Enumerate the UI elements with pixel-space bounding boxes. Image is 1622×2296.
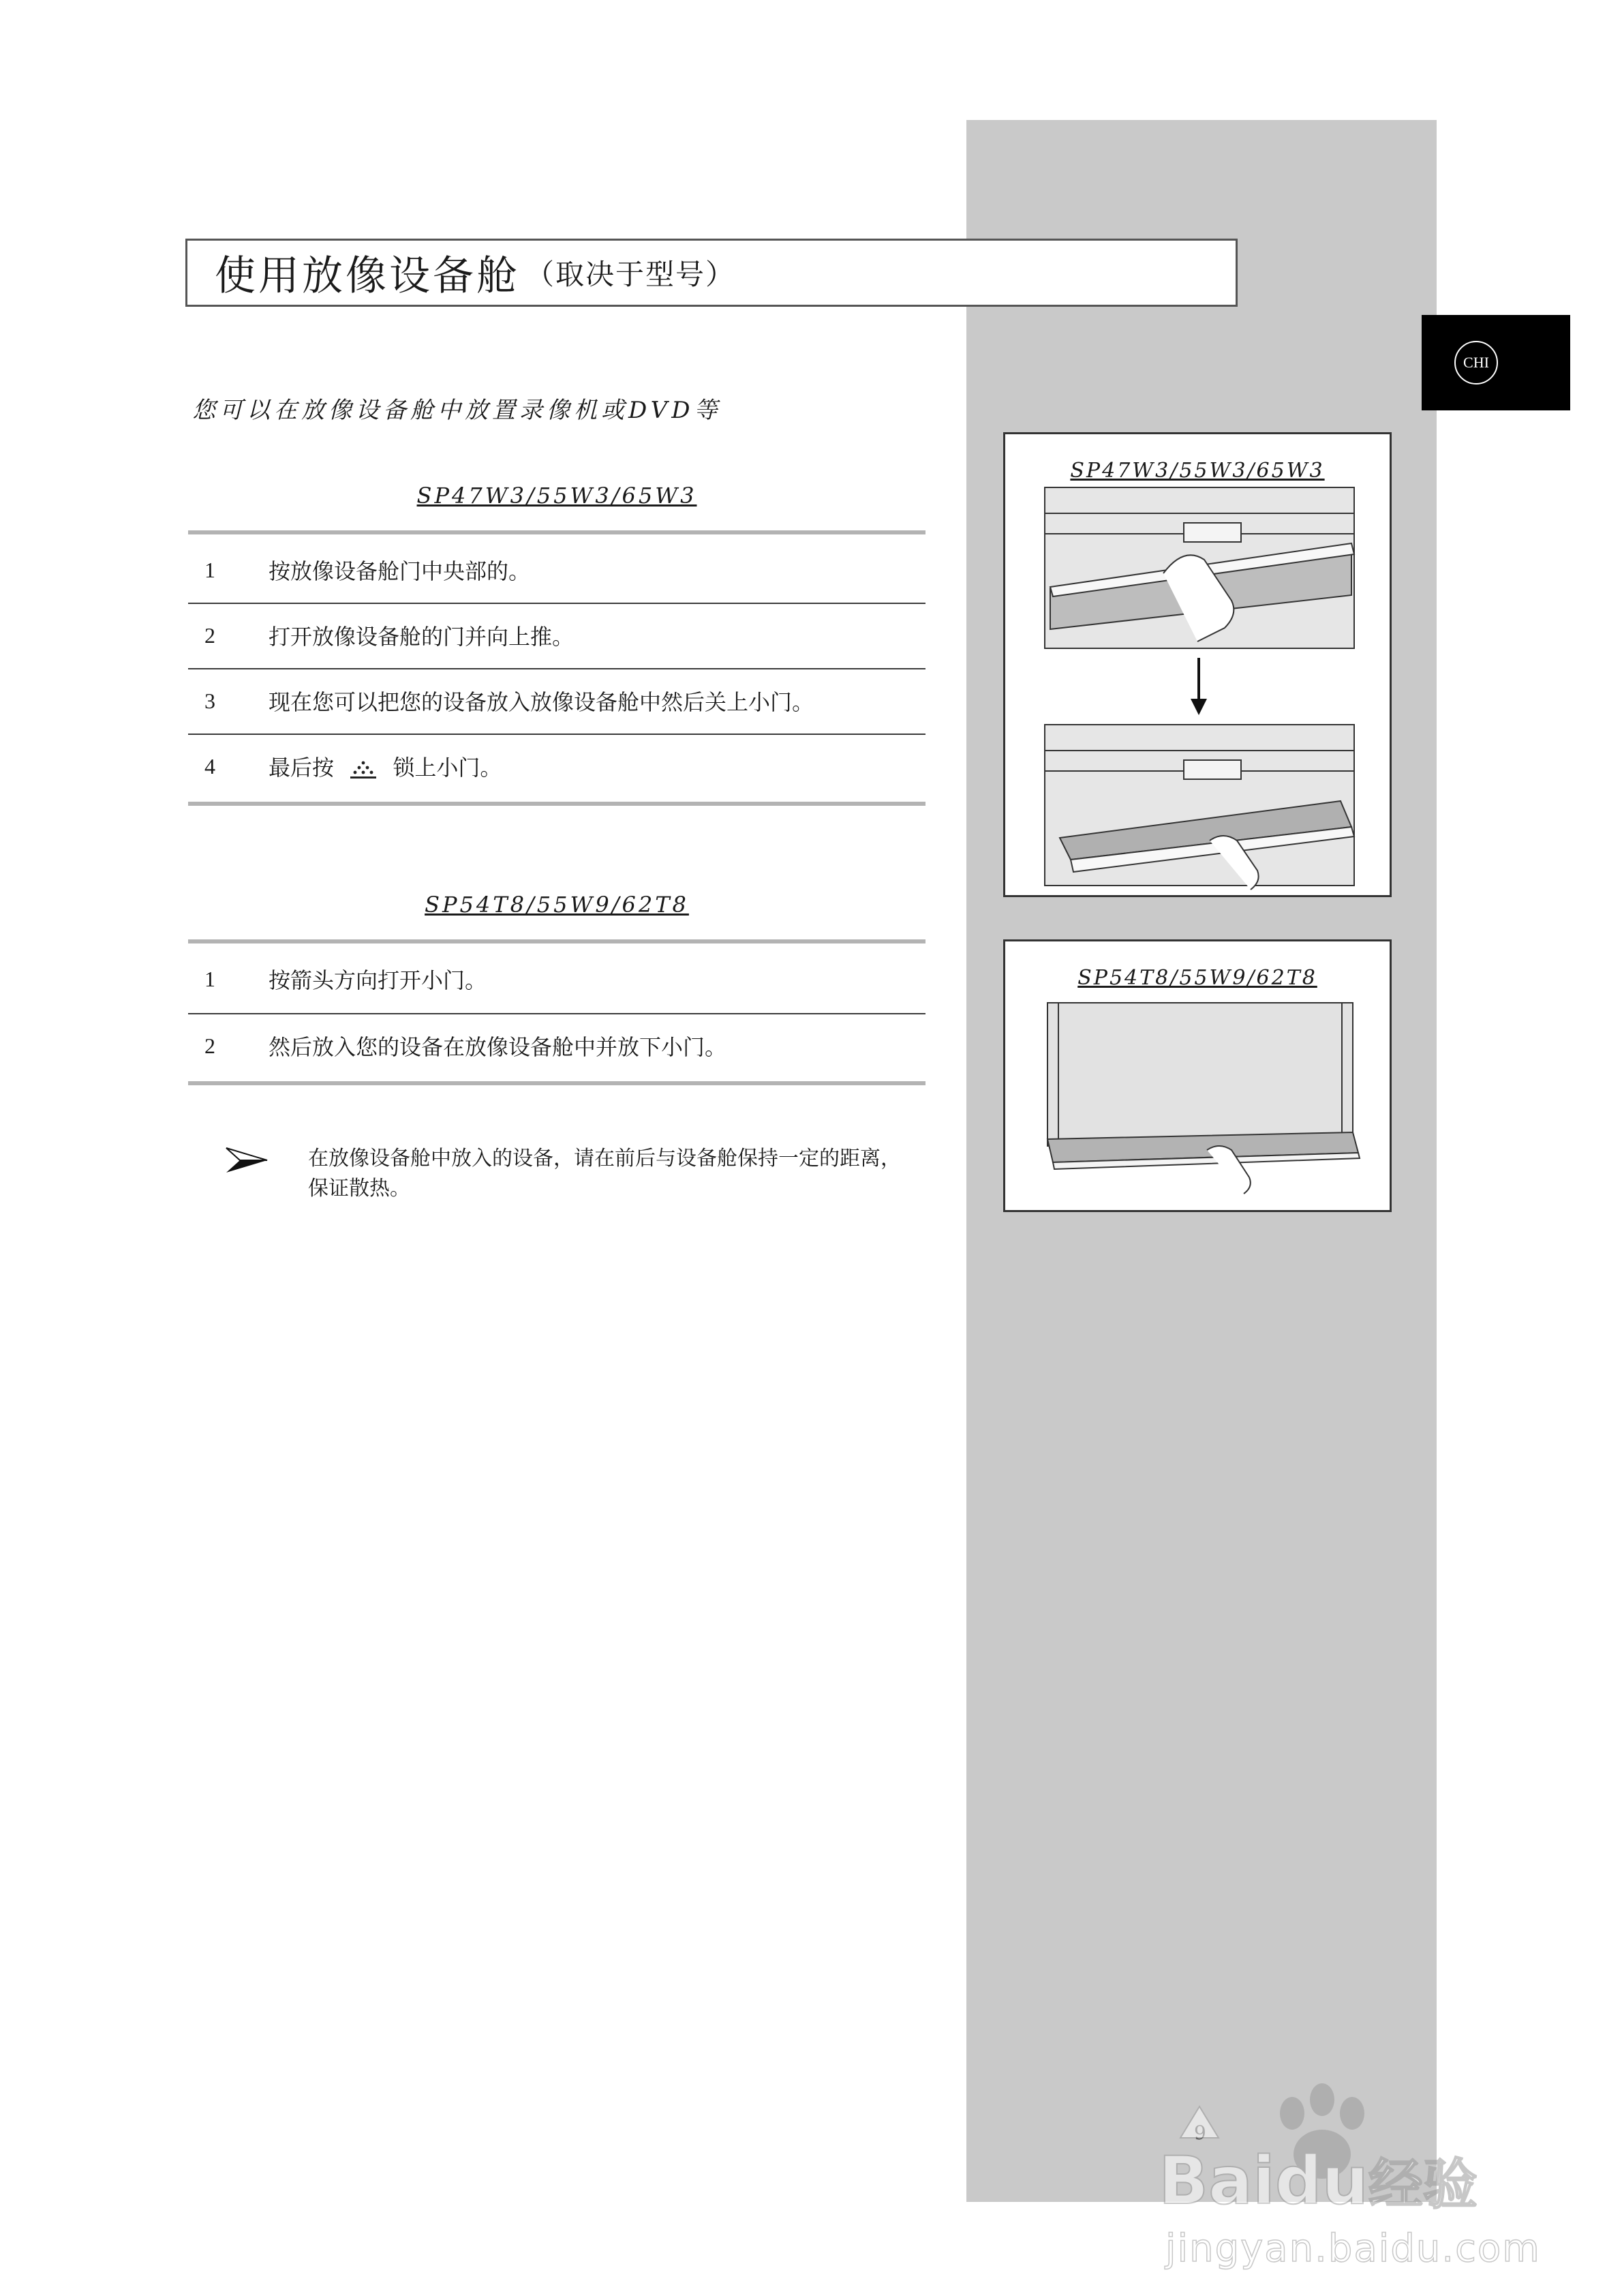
cabinet-flap-illustration [1005,999,1390,1210]
step-number: 1 [204,966,215,991]
section-1-top-rule [188,530,925,534]
watermark-suffix: 经验 [1368,2153,1478,2216]
watermark-brand2: du [1274,2143,1368,2219]
watermark-url: jingyan.baidu.com [1165,2226,1541,2271]
step-text: 打开放像设备舱的门并向上推。 [269,624,575,650]
note-text: 在放像设备舱中放入的设备，请在前后与设备舱保持一定的距离，保证散热。 [308,1147,901,1200]
step-text: 然后放入您的设备在放像设备舱中并放下小门。 [269,1034,727,1060]
section-2-model-heading: SP54T8/55W9/62T8 [425,892,689,918]
step-number: 1 [204,557,215,582]
step-number: 4 [204,753,215,779]
cabinet-open-illustration [1005,486,1390,895]
step-text: 按放像设备舱门中央部的。 [269,558,531,584]
section-1-step-2 [188,604,925,667]
section-2-top-rule [188,939,925,943]
step-text: 现在您可以把您的设备放入放像设备舱中然后关上小门。 [269,689,814,715]
intro-text: 您可以在放像设备舱中放置录像机或DVD等 [192,397,722,424]
section-2-bottom-rule [188,1081,925,1085]
step-text-after: 锁上小门。 [393,755,502,781]
section-1-bottom-rule [188,802,925,806]
section-1-step-1 [188,539,925,601]
section-1-model-heading: SP47W3/55W3/65W3 [416,483,697,509]
step-text: 按箭头方向打开小门。 [269,967,487,993]
section-2-step-2 [188,1014,925,1077]
watermark-brand: Bai [1159,2143,1275,2219]
lock-symbol-icon [346,759,380,781]
section-1-step-4 [188,735,925,798]
title-subtitle: （取决于型号） [525,258,736,291]
triangle-icon [1179,2105,1220,2139]
step-number: 2 [204,622,215,648]
note-arrow-icon [225,1145,269,1175]
step-number: 2 [204,1033,215,1058]
figure-1 [1003,432,1392,897]
step-number: 3 [204,688,215,713]
step-text [269,751,925,782]
watermark [1131,2072,1554,2277]
down-arrow-icon [1191,658,1207,715]
figure-1-label: SP47W3/55W3/65W3 [1070,459,1325,483]
section-1-step-3 [188,669,925,732]
section-2-step-1 [188,948,925,1010]
page-title [185,239,1238,307]
figure-2 [1003,939,1392,1212]
language-label: CHI [1454,341,1498,384]
title-main: 使用放像设备舱 [215,252,520,300]
step-text-before: 最后按 [269,755,335,781]
figure-2-label: SP54T8/55W9/62T8 [1077,966,1317,990]
